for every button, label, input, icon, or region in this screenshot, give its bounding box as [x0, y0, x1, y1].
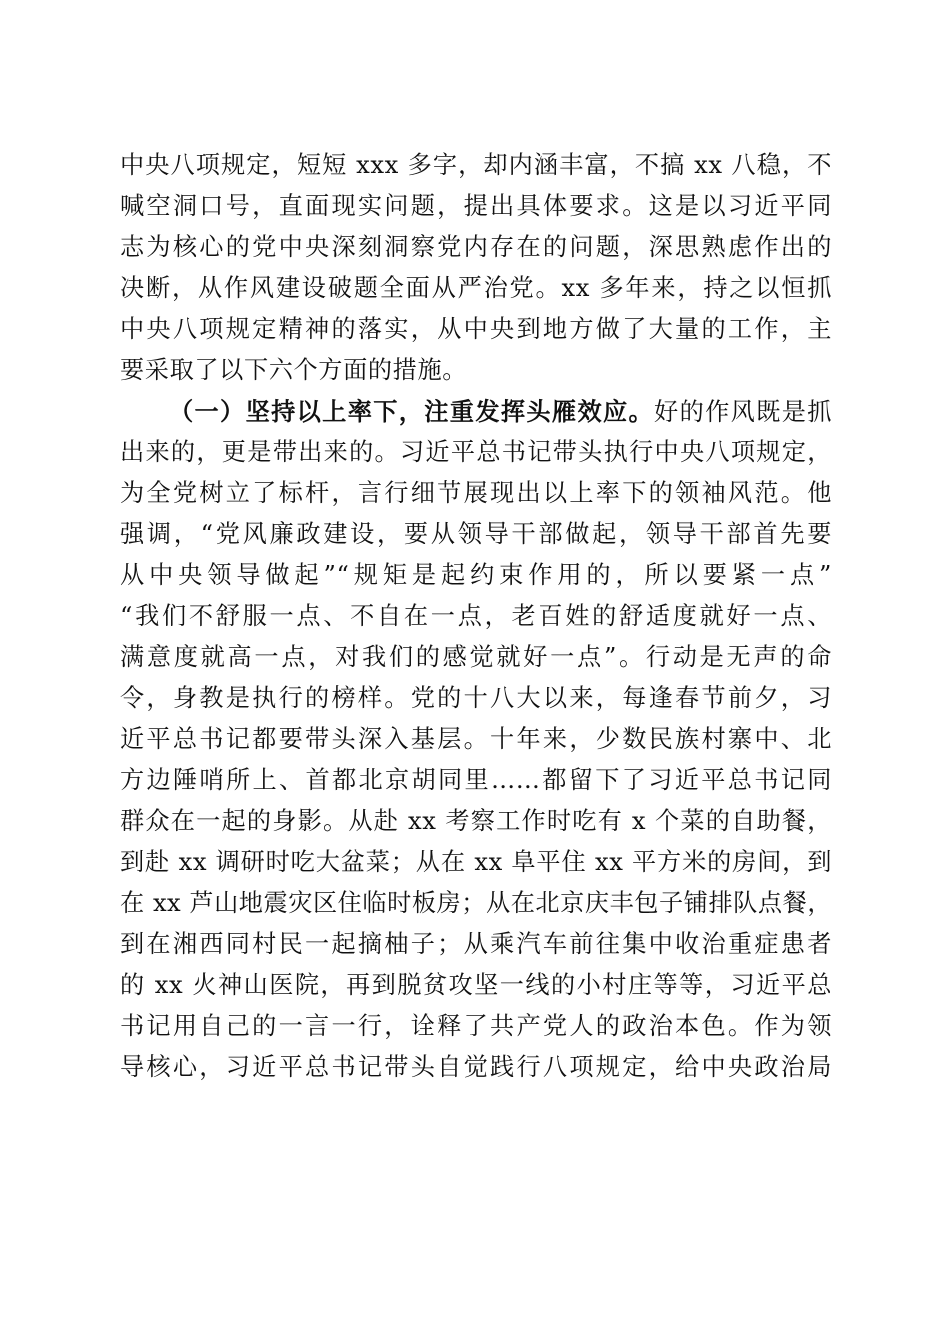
text-line: 令，身教是执行的榜样。党的十八大以来，每逢春节前夕，习	[120, 684, 832, 712]
text-line: 为全党树立了标杆，言行细节展现出以上率下的领袖风范。他	[120, 479, 832, 507]
text-line: 要采取了以下六个方面的措施。	[120, 356, 468, 384]
text-line: 强调，“党风廉政建设，要从领导干部做起，领导干部首先要	[120, 520, 832, 548]
paragraph-section-1	[120, 391, 832, 1088]
text-line: 的 xx 火神山医院，再到脱贫攻坚一线的小村庄等等，习近平总	[120, 971, 832, 999]
text-line: “我们不舒服一点、不自在一点，老百姓的舒适度就好一点、	[120, 602, 832, 630]
paragraph-intro	[120, 145, 832, 391]
text-line: 在 xx 芦山地震灾区住临时板房；从在北京庆丰包子铺排队点餐，	[120, 889, 832, 917]
heading-line-rest: 好的作风既是抓	[654, 398, 833, 426]
text-line: 导核心，习近平总书记带头自觉践行八项规定，给中央政治局	[120, 1053, 832, 1081]
text-line: 从中央领导做起”“规矩是起约束作用的，所以要紧一点”	[120, 561, 832, 589]
text-line-first	[120, 391, 832, 432]
text-line: 书记用自己的一言一行，诠释了共产党人的政治本色。作为领	[120, 1012, 832, 1040]
text-line: 方边陲哨所上、首都北京胡同里……都留下了习近平总书记同	[120, 766, 832, 794]
text-line: 中央八项规定，短短 xxx 多字，却内涵丰富，不搞 xx 八稳，不	[120, 151, 832, 179]
text-line: 志为核心的党中央深刻洞察党内存在的问题，深思熟虑作出的	[120, 233, 832, 261]
text-line: 决断，从作风建设破题全面从严治党。xx 多年来，持之以恒抓	[120, 274, 832, 302]
text-line: 满意度就高一点，对我们的感觉就好一点”。行动是无声的命	[120, 643, 832, 671]
text-line: 中央八项规定精神的落实，从中央到地方做了大量的工作，主	[120, 315, 832, 343]
section-heading: （一）坚持以上率下，注重发挥头雁效应。	[169, 397, 655, 426]
text-line: 近平总书记都要带头深入基层。十年来，少数民族村寨中、北	[120, 725, 832, 753]
text-line: 出来的，更是带出来的。习近平总书记带头执行中央八项规定，	[120, 438, 832, 466]
text-line: 喊空洞口号，直面现实问题，提出具体要求。这是以习近平同	[120, 192, 832, 220]
text-line: 到赴 xx 调研时吃大盆菜；从在 xx 阜平住 xx 平方米的房间，到	[120, 848, 832, 876]
body-text	[120, 145, 832, 1088]
text-line: 到在湘西同村民一起摘柚子；从乘汽车前往集中收治重症患者	[120, 930, 832, 958]
text-line: 群众在一起的身影。从赴 xx 考察工作时吃有 x 个菜的自助餐，	[120, 807, 832, 835]
